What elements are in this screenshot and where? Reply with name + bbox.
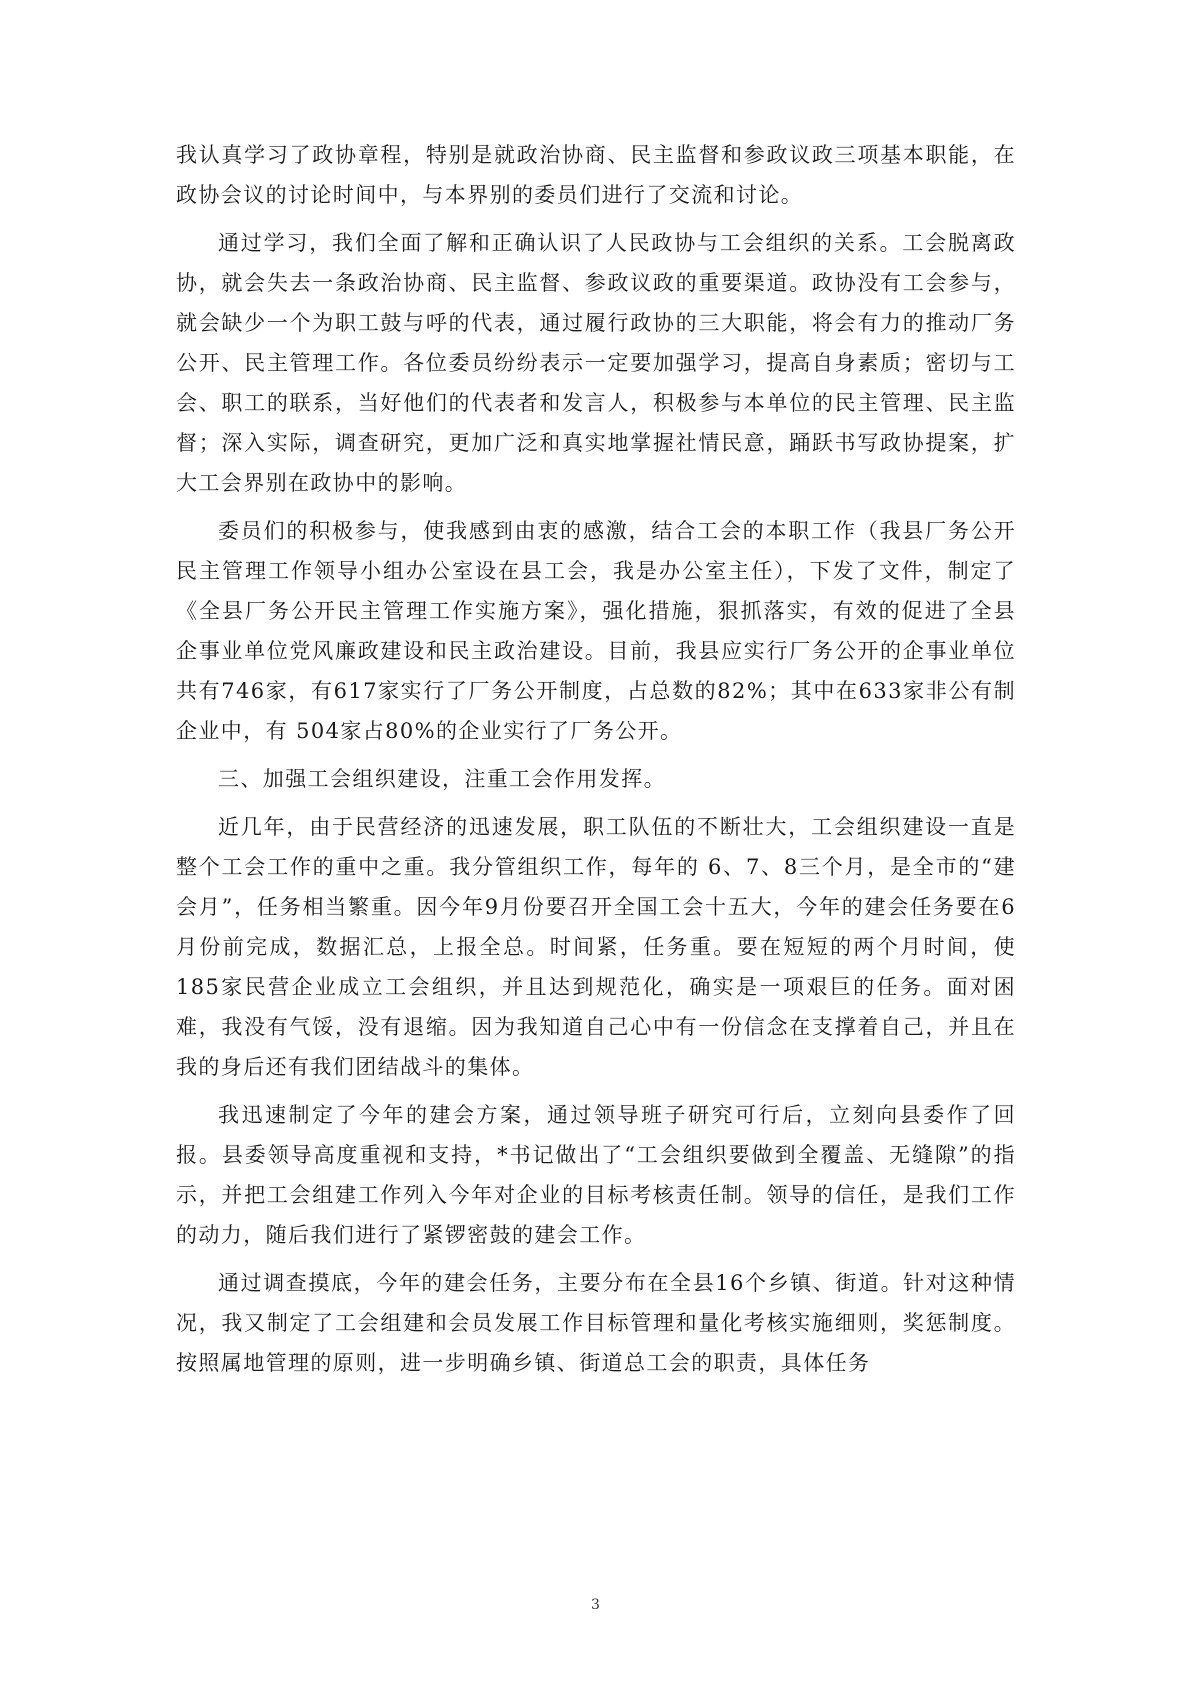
paragraph-plan-report: 我迅速制定了今年的建会方案，通过领导班子研究可行后，立刻向县委作了回报。县委领导高度重视和支持，*书记做出了“工会组织要做到全覆盖、无缝隙”的指示，并把工会组建工作列入今年对企业的目标考核责任制。领导的信任，是我们工作的动力，随后我们进行了紧锣密鼓的建会工作。 [176, 1103, 1016, 1247]
paragraph-factory-affairs: 委员们的积极参与，使我感到由衷的感激，结合工会的本职工作（我县厂务公开民主管理工作领导小组办公室设在县工会，我是办公室主任），下发了文件，制定了《全县厂务公开民主管理工作实施方案》，强化措施，狠抓落实，有效的促进了全县企事业单位党风廉政建设和民主政治建设。目前，我县应实行厂务公开的企事业单位共有746家，有617家实行了厂务公开制度，占总数的82%；其中在633家非公有制企业中，有 504家占80%的企业实行了厂务公开。 [176, 519, 1016, 743]
paragraph-survey: 通过调查摸底，今年的建会任务，主要分布在全县16个乡镇、街道。针对这种情况，我又制定了工会组建和会员发展工作目标管理和量化考核实施细则，奖惩制度。按照属地管理的原则，进一步明确乡镇、街道总工会的职责，具体任务 [176, 1271, 1016, 1375]
section-heading-three: 三、加强工会组织建设，注重工会作用发挥。 [218, 767, 666, 791]
document-body [176, 135, 1016, 1391]
paragraph-continuation: 我认真学习了政协章程，特别是就政治协商、民主监督和参政议政三项基本职能，在政协会议的讨论时间中，与本界别的委员们进行了交流和讨论。 [176, 143, 1016, 207]
paragraph-study-relation: 通过学习，我们全面了解和正确认识了人民政协与工会组织的关系。工会脱离政协，就会失去一条政治协商、民主监督、参政议政的重要渠道。政协没有工会参与，就会缺少一个为职工鼓与呼的代表，通过履行政协的三大职能，将会有力的推动厂务公开、民主管理工作。各位委员纷纷表示一定要加强学习，提高自身素质；密切与工会、职工的联系，当好他们的代表者和发言人，积极参与本单位的民主管理、民主监督；深入实际，调查研究，更加广泛和真实地掌握社情民意，踊跃书写政协提案，扩大工会界别在政协中的影响。 [176, 231, 1016, 495]
page-number: 3 [591, 1597, 600, 1613]
paragraph-union-building: 近几年，由于民营经济的迅速发展，职工队伍的不断壮大，工会组织建设一直是整个工会工作的重中之重。我分管组织工作，每年的 6、7、8三个月，是全市的“建会月”，任务相当繁重。因今年9月份要召开全国工会十五大，今年的建会任务要在6月份前完成，数据汇总，上报全总。时间紧，任务重。要在短短的两个月时间，使185家民营企业成立工会组织，并且达到规范化，确实是一项艰巨的任务。面对困难，我没有气馁，没有退缩。因为我知道自己心中有一份信念在支撑着自己，并且在我的身后还有我们团结战斗的集体。 [176, 815, 1016, 1079]
